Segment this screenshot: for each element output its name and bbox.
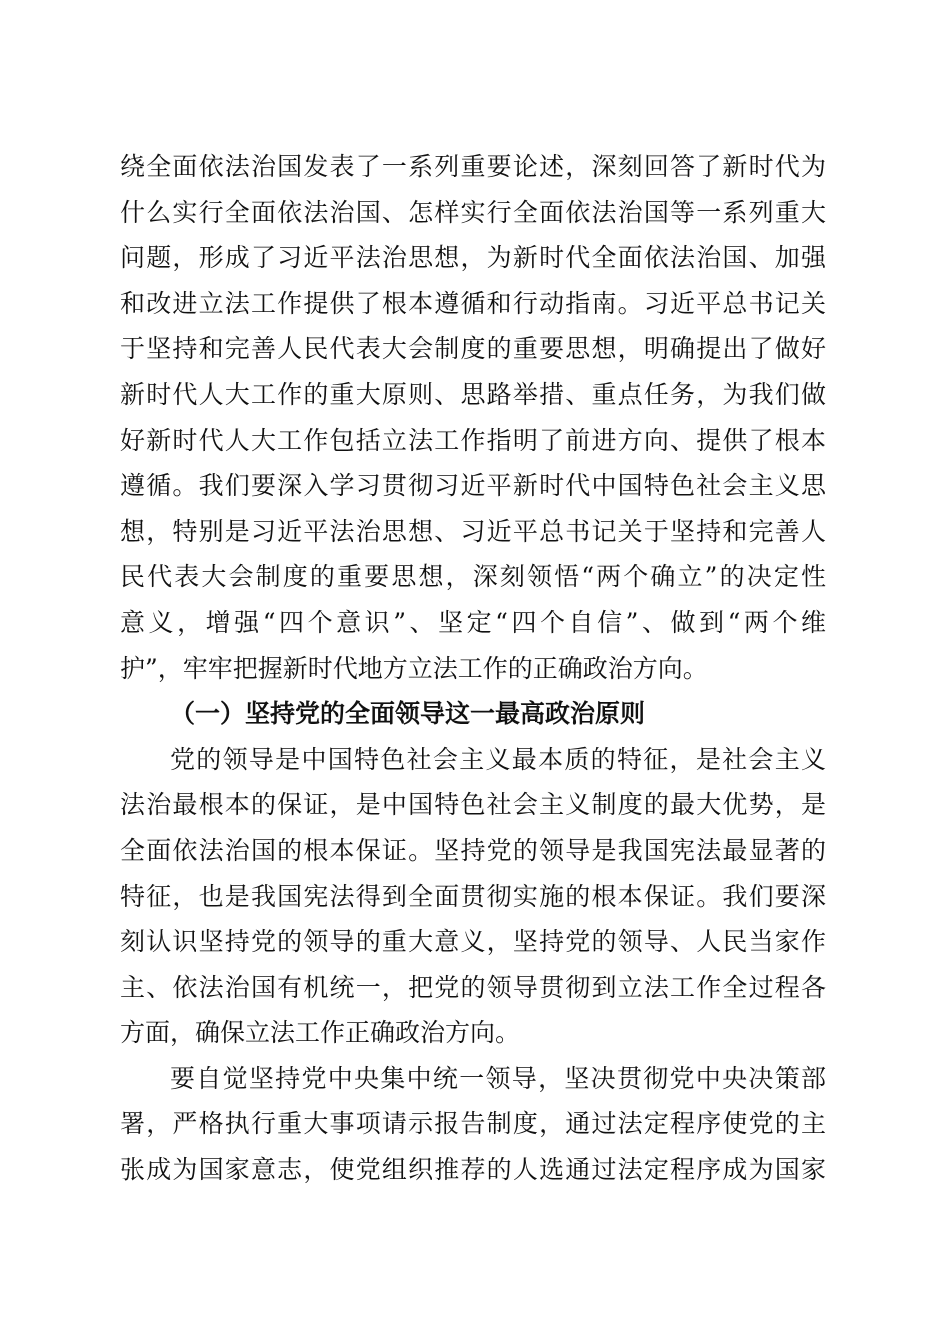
text-line: 好新时代人大工作包括立法工作指明了前进方向、提供了根本 <box>120 425 826 455</box>
text-line: 特征，也是我国宪法得到全面贯彻实施的根本保证。我们要深 <box>120 881 826 911</box>
text-line: 于坚持和完善人民代表大会制度的重要思想，明确提出了做好 <box>120 334 826 364</box>
document-page <box>120 144 826 1193</box>
text-line: 张成为国家意志，使党组织推荐的人选通过法定程序成为国家 <box>120 1155 826 1185</box>
text-line: 新时代人大工作的重大原则、思路举措、重点任务，为我们做 <box>120 379 826 409</box>
text-line: 问题，形成了习近平法治思想，为新时代全面依法治国、加强 <box>120 243 826 273</box>
paragraph-continuation <box>120 144 826 691</box>
text-line: 意义，增强“四个意识”、坚定“四个自信”、做到“两个维 <box>120 607 826 637</box>
text-line: 署，严格执行重大事项请示报告制度，通过法定程序使党的主 <box>120 1109 826 1139</box>
text-line: 方面，确保立法工作正确政治方向。 <box>120 1018 521 1048</box>
text-line: 刻认识坚持党的领导的重大意义，坚持党的领导、人民当家作 <box>120 927 826 957</box>
text-line: 要自觉坚持党中央集中统一领导，坚决贯彻党中央决策部 <box>170 1063 826 1093</box>
text-line: 护”，牢牢把握新时代地方立法工作的正确政治方向。 <box>120 653 708 683</box>
paragraph-central-leadership <box>120 1056 826 1193</box>
text-line: 什么实行全面依法治国、怎样实行全面依法治国等一系列重大 <box>120 197 826 227</box>
text-line: 民代表大会制度的重要思想，深刻领悟“两个确立”的决定性 <box>120 562 826 592</box>
text-line: 全面依法治国的根本保证。坚持党的领导是我国宪法最显著的 <box>120 835 826 865</box>
text-line: 主、依法治国有机统一，把党的领导贯彻到立法工作全过程各 <box>120 972 826 1002</box>
text-line: 和改进立法工作提供了根本遵循和行动指南。习近平总书记关 <box>120 288 826 318</box>
text-line: 法治最根本的保证，是中国特色社会主义制度的最大优势，是 <box>120 790 826 820</box>
text-line: 绕全面依法治国发表了一系列重要论述，深刻回答了新时代为 <box>120 152 826 181</box>
paragraph-party-leadership <box>120 737 826 1056</box>
text-line: 党的领导是中国特色社会主义最本质的特征，是社会主义 <box>170 744 826 774</box>
section-heading: （一）坚持党的全面领导这一最高政治原则 <box>170 699 646 729</box>
text-line: 遵循。我们要深入学习贯彻习近平新时代中国特色社会主义思 <box>120 471 826 501</box>
text-line: 想，特别是习近平法治思想、习近平总书记关于坚持和完善人 <box>120 516 826 546</box>
